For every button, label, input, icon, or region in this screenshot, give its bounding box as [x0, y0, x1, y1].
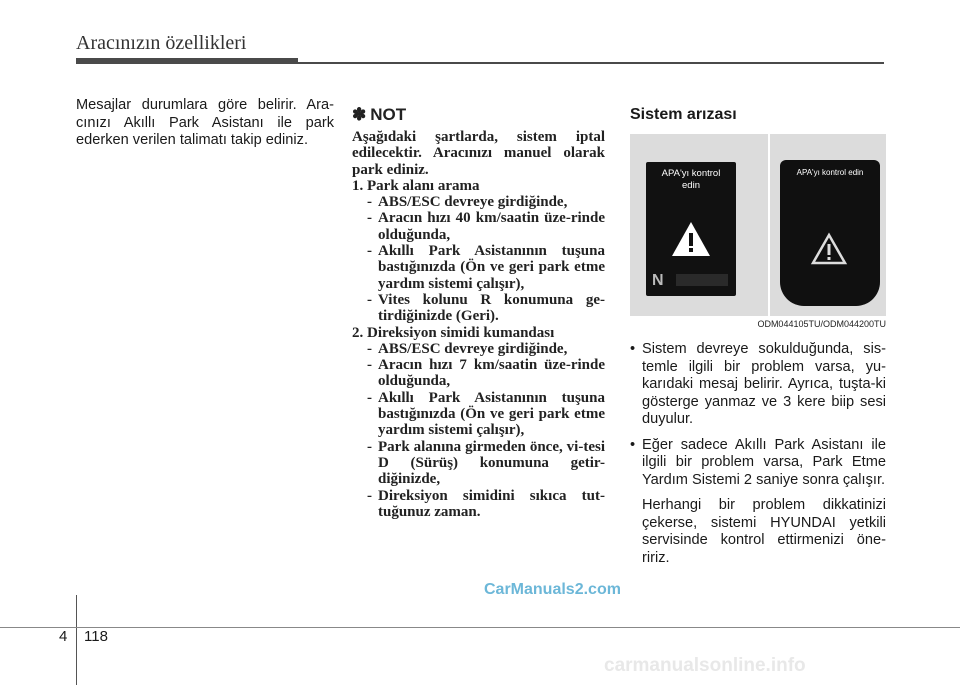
header-rule-thin	[298, 62, 884, 64]
cluster-display-left	[646, 162, 736, 296]
note-star-icon: ✽	[352, 105, 367, 124]
system-fault-section	[630, 105, 886, 567]
footer-rule	[0, 627, 960, 628]
page-header-title: Aracınızın özellikleri	[76, 32, 247, 54]
figure-caption: ODM044105TU/ODM044200TU	[757, 319, 886, 329]
note-list-item: - Akıllı Park Asistanının tuşuna bastığınızda (Ön ve geri park etme yardım sistemi çalışır),	[367, 389, 605, 439]
note-list-item: - ABS/ESC devreye girdiğinde,	[367, 194, 568, 211]
note-section-title: 1. Park alanı arama	[352, 177, 480, 194]
bullet-item: • Eğer sadece Akıllı Park Asistanı ile ilgili bir problem varsa, Park Etme Yardım Sistemi 2 saniye sonra çalışır.	[630, 436, 886, 488]
note-list-item: - Park alanına girmeden önce, vi-tesi D (Sürüş) konumuna getir-diğinizde,	[367, 438, 605, 488]
header-rule-thick	[76, 58, 298, 64]
note-intro: Aşağıdaki şartlarda, sistem iptal edilecektir. Aracınızı manuel olarak park ediniz.	[352, 129, 605, 178]
note-section-title: 2. Direksiyon simidi kumandası	[352, 324, 555, 341]
note-list-item: - Aracın hızı 7 km/saatin üze-rinde olduğunda,	[367, 357, 605, 390]
cluster-display-right	[780, 160, 880, 306]
odometer-readout	[676, 274, 728, 286]
note-list-item: - Akıllı Park Asistanının tuşuna bastığınızda (Ön ve geri park etme yardım sistemi çalışır),	[367, 243, 605, 292]
page-number: 118	[84, 628, 108, 645]
note-list-item: - Direksiyon simidini sıkıca tut-tuğunuz zaman.	[367, 487, 605, 520]
right-display-message: APA'yı kontrol edin	[796, 168, 864, 177]
note-heading	[352, 105, 605, 125]
warning-triangle-outline-icon	[810, 232, 848, 266]
footer-vertical-rule	[76, 595, 77, 685]
chapter-number: 4	[59, 628, 68, 645]
system-fault-title: Sistem arızası	[630, 106, 737, 123]
note-list-item: - ABS/ESC devreye girdiğinde,	[367, 340, 568, 357]
note-heading-label: NOT	[370, 105, 407, 124]
cluster-message-figure	[630, 134, 886, 316]
note-list-item: - Aracın hızı 40 km/saatin üze-rinde olduğunda,	[367, 210, 605, 243]
figure-divider	[768, 134, 770, 316]
intro-paragraph: Mesajlar durumlara göre belirir. Ara-cınızı Akıllı Park Asistanı ile park ederken verilen talimatı takip ediniz.	[76, 97, 334, 148]
left-display-message: APA'yı kontrol edin	[661, 168, 721, 191]
footer-site-watermark: carmanualsonline.info	[604, 655, 806, 676]
system-fault-advice: Herhangi bir problem dikkatinizi çekerse, sistemi HYUNDAI yetkili servisinde kontrol ettirmenizi öne-ririz.	[642, 497, 886, 566]
warning-triangle-icon	[670, 220, 712, 258]
watermark-link[interactable]: CarManuals2.com	[484, 581, 621, 598]
bullet-item: • Sistem devreye sokulduğunda, sis-temle ilgili bir problem varsa, yu-karıdaki mesaj belirir. Ayrıca, tuşta-ki gösterge yanmaz ve 3 kere biip sesi duyulur.	[630, 341, 886, 427]
note-list-item: - Vites kolunu R konumuna ge-tirdiğinizde (Geri).	[367, 291, 605, 325]
gear-indicator: N	[652, 272, 664, 289]
system-fault-list	[630, 341, 886, 567]
note-box	[352, 105, 605, 520]
